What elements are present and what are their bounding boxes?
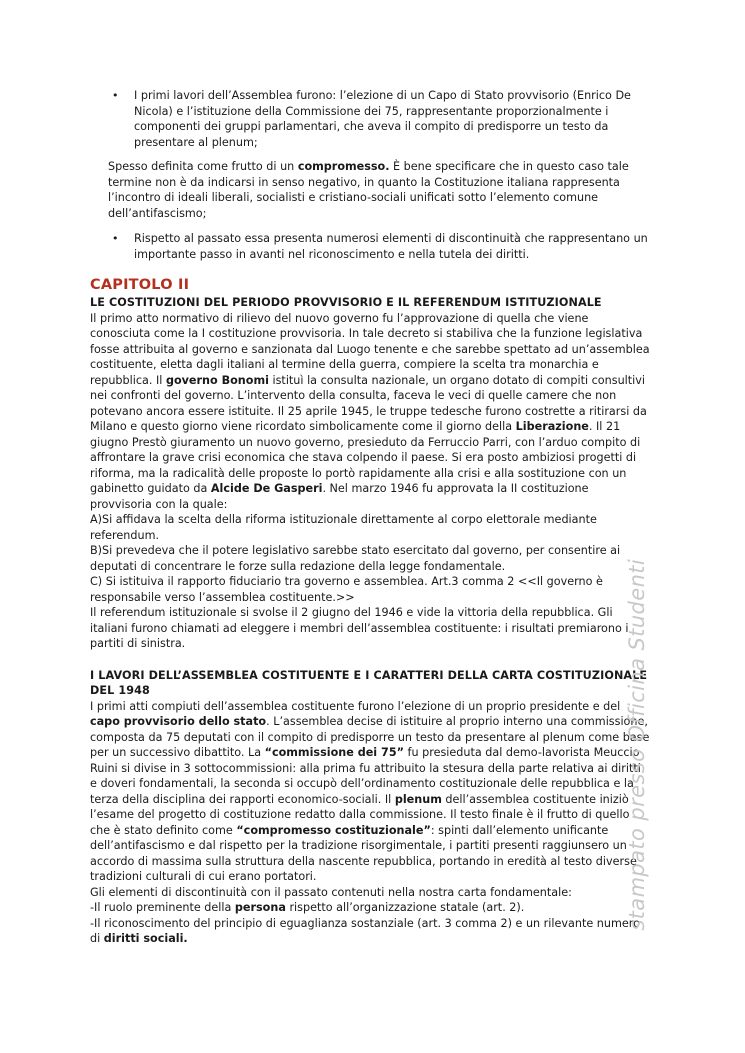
section2-paragraph-2: Gli elementi di discontinuità con il passato contenuti nella nostra carta fondamentale: — [90, 885, 572, 899]
list-item-b: B)Si prevedeva che il potere legislativo sarebbe stato esercitato dal governo, per consentire ai deputati di concentrare le forze sulla redazione della legge fondamentale. — [90, 544, 621, 573]
compromise-paragraph: Spesso definita come frutto di un compromesso. È bene specificare che in questo caso tale termine non è da indicarsi in senso negativo, in quanto la Costituzione italiana rappresenta l’incontro di ideali liberali, socialisti e cristiano-sociali unificati sotto l’elemento comune dell’antifascismo; — [108, 160, 629, 220]
list-item-a: A)Si affidava la scelta della riforma istituzionale direttamente al corpo elettorale mediante referendum. — [90, 513, 597, 542]
list-item-persona: -Il ruolo preminente della persona rispetto all’organizzazione statale (art. 2). — [90, 901, 525, 914]
watermark — [618, 535, 658, 955]
bullet-list-second — [90, 231, 650, 262]
bullet-item: • I primi lavori dell’Assemblea furono: l’elezione di un Capo di Stato provvisorio (Enrico De Nicola) e l’istituzione della Commissione dei 75, rappresentante proporzionalmente i componenti dei gruppi parlamentari, che aveva il compito di predisporre un testo da presentare al plenum; — [90, 88, 650, 150]
bullet-item: • Rispetto al passato essa presenta numerosi elementi di discontinuità che rappresentano un importante passo in avanti nel riconoscimento e nella tutela dei diritti. — [90, 231, 650, 262]
chapter-title: CAPITOLO II — [90, 277, 190, 293]
document-page — [90, 88, 650, 947]
section2-paragraph: I primi atti compiuti dell’assemblea costituente furono l’elezione di un proprio presidente e del capo provvisorio dello stato. L’assemblea decise di istituire al proprio interno una commissione, composta da 75 deputati con il compito di predisporre un testo da presentare al plenum come base per un successivo dibattito. La “commissione dei 75” fu presieduta dal demo-lavorista Meuccio Ruini si divise in 3 sottocommissioni: alla prima fu attribuito la stesura della parte relativa ai diritti e doveri fondamentali, la seconda si occupò dell’ordinamento costituzionale delle repubblica e la terza della disciplina dei rapporti economico-sociali. Il plenum dell’assemblea costituente iniziò l’esame del progetto di costituzione redatto dalla commissione. Il testo finale è il frutto di quello che è stato definito come “compromesso costituzionale”: spinti dall’elemento unificante dell’antifascismo e dal rispetto per la tradizione risorgimentale, i partiti presenti raggiunsero un accordo di massima sulla struttura della nascente repubblica, portando in eredità al testo diverse tradizioni culturali di cui erano portatori. — [90, 699, 650, 883]
list-item-diritti: -Il riconoscimento del principio di eguaglianza sostanziale (art. 3 comma 2) e un rilevante numero di diritti sociali. — [90, 916, 640, 945]
section1-paragraph-2: Il referendum istituzionale si svolse il 2 giugno del 1946 e vide la vittoria della repubblica. Gli italiani furono chiamati ad eleggere i membri dell’assemblea costituente: i risultati premiarono i partiti di sinistra. — [90, 606, 629, 650]
section1-paragraph: Il primo atto normativo di rilievo del nuovo governo fu l’approvazione di quella che viene conosciuta come la I costituzione provvisoria. In tale decreto si stabiliva che la funzione legislativa fosse attribuita al governo e sanzionata dal Luogo tenente e che sarebbe spettato ad un’assemblea costituente, eletta dagli italiani al termine della guerra, compiere la scelta tra monarchia e repubblica. Il governo Bonomi istituì la consulta nazionale, un organo dotato di compiti consultivi nei confronti del governo. L’intervento della consulta, faceva le veci di quelle camere che non potevano ancora essere istituite. Il 25 aprile 1945, le truppe tedesche furono costrette a ritirarsi da Milano e questo giorno viene ricordato simbolicamente come il giorno della Liberazione. Il 21 giugno Prestò giuramento un nuovo governo, presieduto da Ferruccio Parri, con l’arduo compito di affrontare la grave crisi economica che stava colpendo il paese. Si era posto ambiziosi progetti di riforma, ma la radicalità delle proposte lo portò rapidamente alla crisi e alla sostituzione con un gabinetto guidato da Alcide De Gasperi. Nel marzo 1946 fu approvata la II costituzione provvisoria con la quale: — [90, 311, 650, 511]
bullet-list-top — [90, 88, 650, 150]
watermark-text: stampato presso Officina Studenti — [625, 559, 650, 931]
section-title-1: LE COSTITUZIONI DEL PERIODO PROVVISORIO E IL REFERENDUM ISTITUZIONALE — [90, 296, 602, 309]
list-item-c: C) Si istituiva il rapporto fiduciario tra governo e assemblea. Art.3 comma 2 <<Il governo è responsabile verso l’assemblea costituente.>> — [90, 575, 603, 604]
section-title-2: I LAVORI DELL’ASSEMBLEA COSTITUENTE E I CARATTERI DELLA CARTA COSTITUZIONALE DEL 1948 — [90, 668, 648, 697]
